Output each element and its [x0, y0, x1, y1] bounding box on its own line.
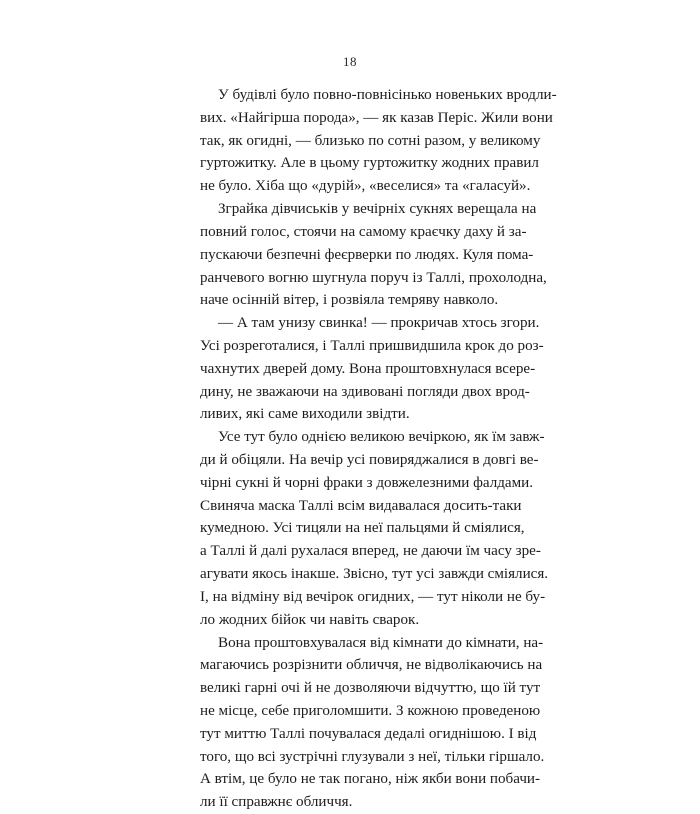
text-line: ло жодних бійок чи навіть сварок. — [200, 609, 505, 632]
text-line: великі гарні очі й не дозволяючи відчуттю, що їй тут — [200, 677, 505, 700]
text-line: ди й обіцяли. На вечір усі повиряджалися в довгі ве- — [200, 449, 505, 472]
paragraph — [200, 198, 505, 312]
text-line: Усе тут було однією великою вечіркою, як їм завж- — [200, 426, 505, 449]
paragraph — [200, 312, 505, 426]
paragraph — [200, 632, 505, 814]
text-line: І, на відміну від вечірок огидних, — тут ніколи не бу- — [200, 586, 505, 609]
text-line: повний голос, стоячи на самому краєчку даху й за- — [200, 221, 505, 244]
text-line: ливих, які саме виходили звідти. — [200, 403, 505, 426]
text-line: не було. Хіба що «дурій», «веселися» та «галасуй». — [200, 175, 505, 198]
text-line: — А там унизу свинка! — прокричав хтось згори. — [200, 312, 505, 335]
text-line: Свиняча маска Таллі всім видавалася досить-таки — [200, 495, 505, 518]
text-line: Усі розреготалися, і Таллі пришвидшила крок до роз- — [200, 335, 505, 358]
text-line: того, що всі зустрічні глузували з неї, тільки гіршало. — [200, 746, 505, 769]
text-line: пускаючи безпечні феєрверки по людях. Куля пома- — [200, 244, 505, 267]
text-line: кумедною. Усі тицяли на неї пальцями й сміялися, — [200, 517, 505, 540]
paragraph — [200, 84, 505, 198]
text-line: А втім, це було не так погано, ніж якби вони побачи- — [200, 768, 505, 791]
text-line: чірні сукні й чорні фраки з довжелезними фалдами. — [200, 472, 505, 495]
text-line: У будівлі було повно-повнісінько новеньких вродли- — [200, 84, 505, 107]
text-line: так, як огидні, — близько по сотні разом, у великому — [200, 130, 505, 153]
text-line: ранчевого вогню шугнула поруч із Таллі, прохолодна, — [200, 267, 505, 290]
text-line: гуртожитку. Але в цьому гуртожитку жодних правил — [200, 152, 505, 175]
text-line: а Таллі й далі рухалася вперед, не даючи їм часу зре- — [200, 540, 505, 563]
page-number: 18 — [0, 54, 700, 70]
text-line: ли її справжнє обличчя. — [200, 791, 505, 814]
text-line: дину, не зважаючи на здивовані погляди двох врод- — [200, 381, 505, 404]
text-line: Вона проштовхувалася від кімнати до кімнати, на- — [200, 632, 505, 655]
text-line: Зграйка дівчиськів у вечірніх сукнях верещала на — [200, 198, 505, 221]
text-line: агувати якось інакше. Звісно, тут усі завжди сміялися. — [200, 563, 505, 586]
page-body-text — [200, 84, 505, 814]
text-line: тут миттю Таллі почувалася дедалі огиднішою. І від — [200, 723, 505, 746]
text-line: вих. «Найгірша порода», — як казав Періс. Жили вони — [200, 107, 505, 130]
text-line: не місце, себе приголомшити. З кожною проведеною — [200, 700, 505, 723]
paragraph — [200, 426, 505, 631]
text-line: чахнутих дверей дому. Вона проштовхнулася всере- — [200, 358, 505, 381]
text-line: наче осінній вітер, і розвіяла темряву навколо. — [200, 289, 505, 312]
text-line: магаючись розрізнити обличчя, не відволікаючись на — [200, 654, 505, 677]
